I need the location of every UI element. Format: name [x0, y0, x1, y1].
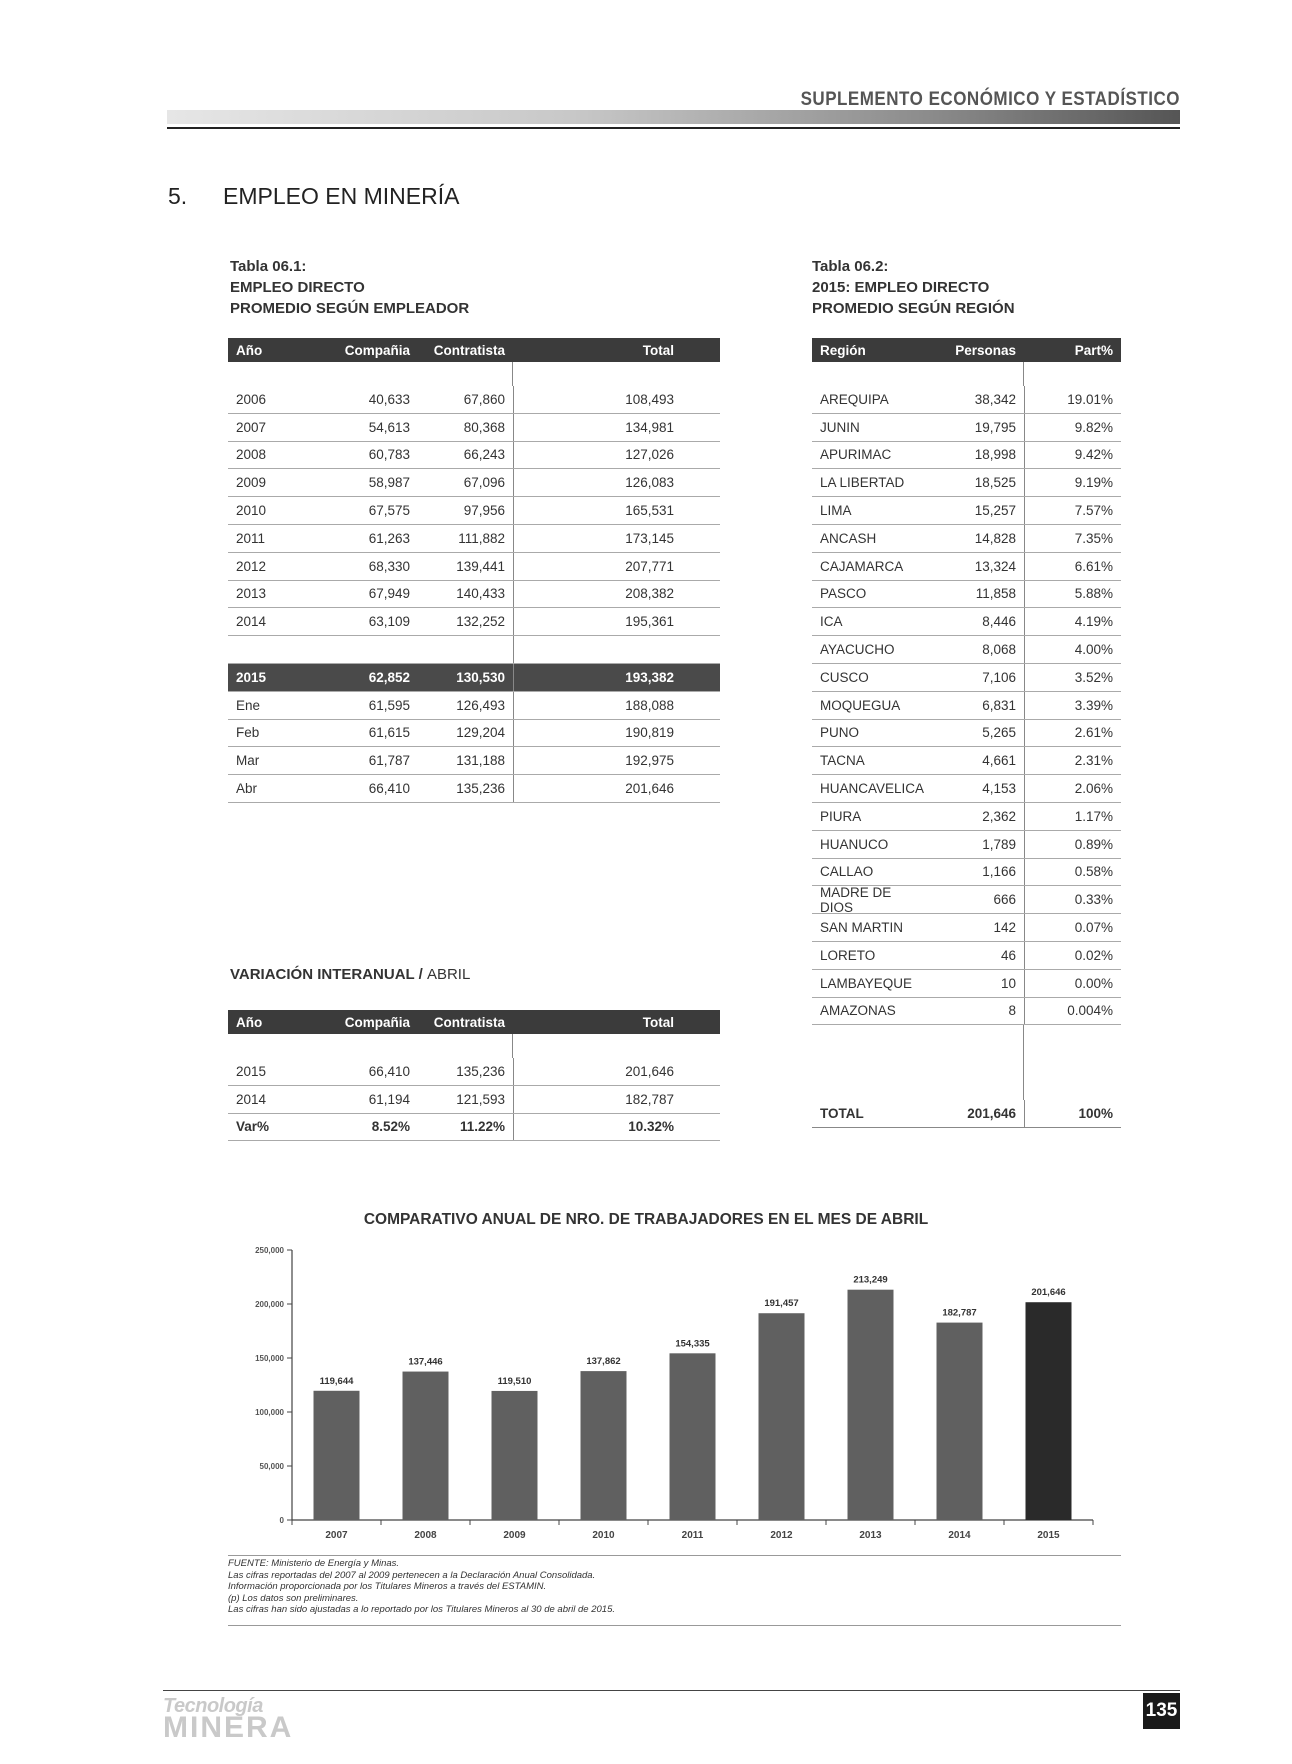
table-cell: 9.82%	[1024, 414, 1121, 441]
table-cell: 66,410	[368, 781, 410, 797]
table-cell: 5.88%	[1024, 581, 1121, 608]
table-cell	[513, 636, 720, 663]
table-cell: 8.52%	[371, 1119, 410, 1135]
table-cell: 134,981	[513, 414, 720, 441]
spacer-cell	[512, 362, 720, 386]
table-cell: 14,828	[974, 530, 1016, 546]
table-cell: 8,446	[982, 614, 1016, 630]
table-cell: 0.02%	[1024, 942, 1121, 969]
bar	[670, 1353, 716, 1520]
table-cell: 140,433	[456, 586, 505, 602]
table-cell: 2.31%	[1024, 747, 1121, 774]
note-line: Las cifras reportadas del 2007 al 2009 pertenecen a la Declaración Anual Consolidada.	[228, 1569, 596, 1581]
table-row	[812, 497, 1121, 525]
table-row	[228, 692, 720, 720]
table-cell: 8	[1008, 1003, 1016, 1019]
table3-title-month: ABRIL	[426, 966, 471, 983]
bar	[848, 1290, 894, 1520]
table-cell: HUANCAVELICA	[820, 781, 925, 797]
table-cell: 5,265	[982, 725, 1016, 741]
table-cell: 201,646	[967, 1106, 1016, 1122]
table-row	[228, 553, 720, 581]
table-cell: 61,615	[368, 725, 410, 741]
table-row	[812, 775, 1121, 803]
table-spacer	[228, 1034, 720, 1058]
notes-top-rule	[228, 1555, 1121, 1556]
table-row	[812, 914, 1121, 942]
table-cell: 2015	[236, 1063, 267, 1079]
table-cell: 126,493	[456, 697, 505, 713]
table-row	[228, 1086, 720, 1114]
bar-value-label: 191,457	[764, 1298, 799, 1310]
spacer-cell	[812, 1025, 922, 1100]
table-cell: 208,382	[513, 581, 720, 608]
note-line: Las cifras han sido ajustadas a lo reportado por los Titulares Mineros al 30 de abril de 2015.	[228, 1604, 615, 1616]
column-header: Contratista	[433, 1014, 505, 1030]
total-row	[812, 1100, 1121, 1128]
table-row	[812, 859, 1121, 887]
bar	[492, 1391, 538, 1520]
column-header: Año	[236, 342, 263, 358]
spacer-cell	[922, 362, 1024, 386]
table-cell: PIURA	[820, 808, 862, 824]
table-cell: 11,858	[975, 586, 1016, 602]
table-row	[812, 886, 1121, 914]
table-cell: PASCO	[820, 586, 867, 602]
header-title: SUPLEMENTO ECONÓMICO Y ESTADÍSTICO	[800, 87, 1180, 110]
bar	[581, 1371, 627, 1520]
table-cell: 2009	[236, 475, 267, 491]
table-cell: 201,646	[513, 1058, 720, 1085]
bar	[937, 1323, 983, 1520]
column-header: Contratista	[433, 342, 505, 358]
table-cell: 1,166	[982, 864, 1016, 880]
brand-top: Tecnología	[163, 1695, 263, 1717]
table-cell: 2,362	[982, 808, 1016, 824]
y-tick-label: 50,000	[259, 1462, 284, 1471]
x-tick-label: 2012	[770, 1530, 793, 1541]
table2-title	[812, 256, 1015, 319]
header-rule	[167, 127, 1180, 129]
y-tick-label: 250,000	[255, 1246, 284, 1255]
bar-value-label: 213,249	[853, 1274, 888, 1286]
table-cell: 15,257	[974, 503, 1016, 519]
spacer-cell	[418, 362, 513, 386]
table-cell: 7.35%	[1024, 525, 1121, 552]
table-cell: 8,068	[982, 642, 1016, 658]
table-row	[228, 775, 720, 803]
table-cell: 4,661	[982, 753, 1016, 769]
x-tick-label: 2010	[592, 1530, 615, 1541]
table-cell: APURIMAC	[820, 447, 892, 463]
table-cell: 2007	[236, 419, 267, 435]
table-cell: 61,595	[368, 697, 410, 713]
table-cell: 173,145	[513, 525, 720, 552]
table-cell: LORETO	[820, 947, 876, 963]
table-cell: 182,787	[513, 1086, 720, 1113]
table-cell: 62,852	[368, 669, 410, 685]
table-cell: 126,083	[513, 469, 720, 496]
table-row	[228, 442, 720, 470]
bar-value-label: 182,787	[942, 1307, 977, 1319]
table1-title	[230, 256, 469, 319]
source-notes	[228, 1558, 615, 1616]
table-cell: 207,771	[513, 553, 720, 580]
table-cell: 0.07%	[1024, 914, 1121, 941]
brand-bottom: MINERA	[163, 1711, 294, 1744]
spacer-cell	[1023, 1025, 1121, 1100]
table-cell: 2015	[236, 669, 267, 685]
spacer-cell	[228, 1034, 328, 1058]
table-header	[228, 338, 720, 362]
table-cell: TACNA	[820, 753, 865, 769]
column-header: Región	[820, 342, 866, 358]
column-header: Compañia	[344, 342, 410, 358]
spacer-cell	[328, 362, 418, 386]
table-cell: 19.01%	[1024, 386, 1121, 413]
table2-line2: PROMEDIO SEGÚN REGIÓN	[812, 300, 1015, 317]
table-row	[228, 469, 720, 497]
table-cell: 201,646	[513, 775, 720, 802]
table-row	[812, 553, 1121, 581]
table-row	[228, 664, 720, 692]
table-cell: 10	[1000, 975, 1016, 991]
table-row	[812, 998, 1121, 1026]
table-cell: 54,613	[368, 419, 410, 435]
table1	[228, 338, 720, 803]
bar	[314, 1391, 360, 1520]
table-header	[812, 338, 1121, 362]
table-cell: 1.17%	[1024, 803, 1121, 830]
table-cell: LIMA	[820, 503, 852, 519]
spacer-cell	[922, 1025, 1024, 1100]
spacer-cell	[1023, 362, 1121, 386]
column-header: Total	[642, 1014, 674, 1030]
table-cell: 129,204	[456, 725, 505, 741]
x-tick-label: 2015	[1037, 1530, 1060, 1541]
table-cell: 139,441	[456, 558, 505, 574]
table-cell: 165,531	[513, 497, 720, 524]
table-cell: 2008	[236, 447, 267, 463]
table-cell: 2014	[236, 1091, 267, 1107]
table-cell: Var%	[236, 1119, 270, 1135]
table-cell: JUNIN	[820, 419, 860, 435]
table1-line1: EMPLEO DIRECTO	[230, 279, 365, 296]
table-cell: 58,987	[368, 475, 410, 491]
x-tick-label: 2009	[503, 1530, 526, 1541]
table-cell: 97,956	[463, 503, 505, 519]
table-header	[228, 1010, 720, 1034]
table-cell: Ene	[236, 697, 261, 713]
bar-value-label: 119,510	[497, 1375, 532, 1387]
table-cell: 6,831	[982, 697, 1016, 713]
table-cell: Feb	[236, 725, 260, 741]
footer-rule	[163, 1690, 1180, 1691]
section-title: EMPLEO EN MINERÍA	[223, 183, 460, 209]
table3	[228, 1010, 720, 1141]
table-cell: 67,575	[368, 503, 410, 519]
table-cell: 111,882	[458, 530, 505, 546]
bar	[759, 1313, 805, 1520]
table-row	[228, 414, 720, 442]
table-row	[228, 608, 720, 636]
table-cell: 66,410	[368, 1063, 410, 1079]
spacer-cell	[328, 1034, 418, 1058]
table-spacer	[228, 362, 720, 386]
table-cell: CUSCO	[820, 669, 869, 685]
table-cell: LA LIBERTAD	[820, 475, 905, 491]
table-row	[228, 720, 720, 748]
table3-title-main: VARIACIÓN INTERANUAL /	[230, 966, 427, 983]
table-cell: 131,188	[456, 753, 505, 769]
table-row	[228, 1114, 720, 1142]
table-cell: 61,263	[368, 530, 410, 546]
table-cell: Mar	[236, 753, 260, 769]
table-cell: 4,153	[982, 781, 1016, 797]
table-cell: 18,998	[974, 447, 1016, 463]
bar-value-label: 119,644	[319, 1375, 354, 1387]
bar-value-label: 137,446	[408, 1356, 443, 1368]
table-cell: 7.57%	[1024, 497, 1121, 524]
table-row	[812, 942, 1121, 970]
table-cell: Abr	[236, 781, 258, 797]
table-cell: 2011	[236, 530, 266, 546]
table-row	[812, 608, 1121, 636]
column-header: Año	[236, 1014, 263, 1030]
table-row	[812, 747, 1121, 775]
table-row	[812, 442, 1121, 470]
table-row	[812, 581, 1121, 609]
table-cell: 100%	[1024, 1100, 1121, 1127]
table-cell: 4.00%	[1024, 636, 1121, 663]
table-cell: 0.00%	[1024, 970, 1121, 997]
table-cell: 63,109	[368, 614, 410, 630]
table-cell: 0.004%	[1024, 998, 1121, 1025]
table-row	[812, 720, 1121, 748]
table-cell: 40,633	[368, 391, 410, 407]
table-cell: 9.19%	[1024, 469, 1121, 496]
table-cell: 2010	[236, 503, 267, 519]
note-line: Información proporcionada por los Titulares Mineros a través del ESTAMIN.	[228, 1581, 547, 1593]
x-tick-label: 2014	[948, 1530, 971, 1541]
table-cell: CAJAMARCA	[820, 558, 904, 574]
table-cell: 1,789	[982, 836, 1016, 852]
table-cell: 6.61%	[1024, 553, 1121, 580]
table-row	[228, 386, 720, 414]
table-cell: 0.58%	[1024, 859, 1121, 886]
section-heading	[168, 183, 459, 210]
table3-title	[230, 964, 470, 985]
table-cell: 61,787	[368, 753, 410, 769]
table-row	[812, 636, 1121, 664]
y-tick-label: 150,000	[255, 1354, 284, 1363]
spacer-cell	[228, 362, 328, 386]
table-cell: 10.32%	[513, 1114, 720, 1141]
bar	[1026, 1302, 1072, 1520]
table-cell: 135,236	[456, 1063, 505, 1079]
table-cell: 135,236	[456, 781, 505, 797]
chart-title: COMPARATIVO ANUAL DE NRO. DE TRABAJADORES EN EL MES DE ABRIL	[363, 1211, 929, 1228]
table-cell: 2012	[236, 558, 267, 574]
spacer-cell	[418, 1034, 513, 1058]
table-cell: 46	[1000, 947, 1016, 963]
table2-label: Tabla 06.2:	[812, 258, 889, 275]
table-cell: 130,530	[456, 669, 505, 685]
note-line: (p) Los datos son preliminares.	[228, 1592, 359, 1604]
table-row	[812, 525, 1121, 553]
table-cell: 666	[993, 892, 1016, 908]
table-cell: MADRE DE DIOS	[820, 884, 892, 915]
table1-line2: PROMEDIO SEGÚN EMPLEADOR	[230, 300, 470, 317]
table-cell: ANCASH	[820, 530, 877, 546]
table-cell: CALLAO	[820, 864, 874, 880]
table-cell: 2014	[236, 614, 267, 630]
table-cell: 192,975	[513, 747, 720, 774]
table-row	[812, 970, 1121, 998]
table-cell: SAN MARTIN	[820, 920, 904, 936]
bar-value-label: 154,335	[675, 1338, 710, 1350]
table-row	[812, 469, 1121, 497]
table-cell: ICA	[820, 614, 843, 630]
table-spacer	[812, 362, 1121, 386]
brand-logo	[163, 1696, 293, 1743]
table-row	[812, 803, 1121, 831]
bar	[403, 1372, 449, 1520]
table-cell: 80,368	[463, 419, 505, 435]
table-cell: 68,330	[368, 558, 410, 574]
table-cell: 18,525	[974, 475, 1016, 491]
section-number: 5.	[168, 183, 188, 209]
table-row	[812, 414, 1121, 442]
table-cell: 0.89%	[1024, 831, 1121, 858]
notes-bottom-rule	[228, 1625, 1121, 1626]
column-header: Compañia	[344, 1014, 410, 1030]
table-cell: 11.22%	[459, 1119, 505, 1135]
y-tick-label: 200,000	[255, 1300, 284, 1309]
table-cell: HUANUCO	[820, 836, 889, 852]
table-cell: 67,096	[463, 475, 505, 491]
table2	[812, 338, 1121, 1128]
page-number: 135	[1143, 1693, 1180, 1729]
note-line: FUENTE: Ministerio de Energía y Minas.	[228, 1558, 400, 1569]
table-cell: 3.39%	[1024, 692, 1121, 719]
table-cell: 9.42%	[1024, 442, 1121, 469]
table1-label: Tabla 06.1:	[230, 258, 307, 275]
table-cell: AREQUIPA	[820, 391, 889, 407]
table-cell: 127,026	[513, 442, 720, 469]
table-row	[812, 664, 1121, 692]
table-cell: 2.61%	[1024, 720, 1121, 747]
table-cell: 193,382	[513, 664, 720, 691]
header-gradient-bar	[167, 110, 1180, 124]
table-row	[228, 747, 720, 775]
x-tick-label: 2008	[414, 1530, 437, 1541]
table-cell: MOQUEGUA	[820, 697, 901, 713]
table-row	[228, 525, 720, 553]
table-cell: 19,795	[974, 419, 1016, 435]
x-tick-label: 2011	[681, 1530, 704, 1541]
table-cell: 3.52%	[1024, 664, 1121, 691]
table-cell: LAMBAYEQUE	[820, 975, 913, 991]
y-tick-label: 0	[279, 1516, 284, 1525]
table-row	[228, 636, 720, 664]
column-header: Part%	[1074, 342, 1113, 358]
table-cell: 190,819	[513, 720, 720, 747]
table-cell: 2006	[236, 391, 267, 407]
table-cell: 60,783	[368, 447, 410, 463]
table-cell: 108,493	[513, 386, 720, 413]
table-cell: 142	[993, 920, 1016, 936]
table-cell: 61,194	[368, 1091, 410, 1107]
table-row	[228, 497, 720, 525]
column-header: Total	[642, 342, 674, 358]
table-cell: AYACUCHO	[820, 642, 895, 658]
x-tick-label: 2007	[325, 1530, 348, 1541]
spacer-cell	[512, 1034, 720, 1058]
table-cell: PUNO	[820, 725, 860, 741]
table-cell: 121,593	[456, 1091, 505, 1107]
bar-chart	[228, 1238, 1108, 1544]
table-cell: 188,088	[513, 692, 720, 719]
table-cell: 67,949	[368, 586, 410, 602]
table-cell: 13,324	[974, 558, 1016, 574]
table-row	[812, 386, 1121, 414]
table-cell: AMAZONAS	[820, 1003, 896, 1019]
table2-line1: 2015: EMPLEO DIRECTO	[812, 279, 990, 296]
table-row	[228, 581, 720, 609]
x-tick-label: 2013	[859, 1530, 882, 1541]
table-row	[228, 1058, 720, 1086]
table-cell: 38,342	[974, 391, 1016, 407]
column-header: Personas	[955, 342, 1016, 358]
table-spacer	[812, 1025, 1121, 1100]
table-cell: 67,860	[463, 391, 505, 407]
table-cell: 4.19%	[1024, 608, 1121, 635]
table-cell: 2013	[236, 586, 267, 602]
bar-value-label: 137,862	[586, 1356, 621, 1368]
table-cell: 132,252	[456, 614, 505, 630]
table-cell: 2.06%	[1024, 775, 1121, 802]
table-cell: 0.33%	[1024, 886, 1121, 913]
spacer-cell	[812, 362, 922, 386]
table-row	[812, 692, 1121, 720]
table-cell: 66,243	[463, 447, 505, 463]
bar-value-label: 201,646	[1031, 1287, 1066, 1299]
table-cell: 195,361	[513, 608, 720, 635]
y-tick-label: 100,000	[255, 1408, 284, 1417]
table-cell: TOTAL	[820, 1106, 864, 1122]
table-cell: 7,106	[982, 669, 1016, 685]
table-row	[812, 831, 1121, 859]
